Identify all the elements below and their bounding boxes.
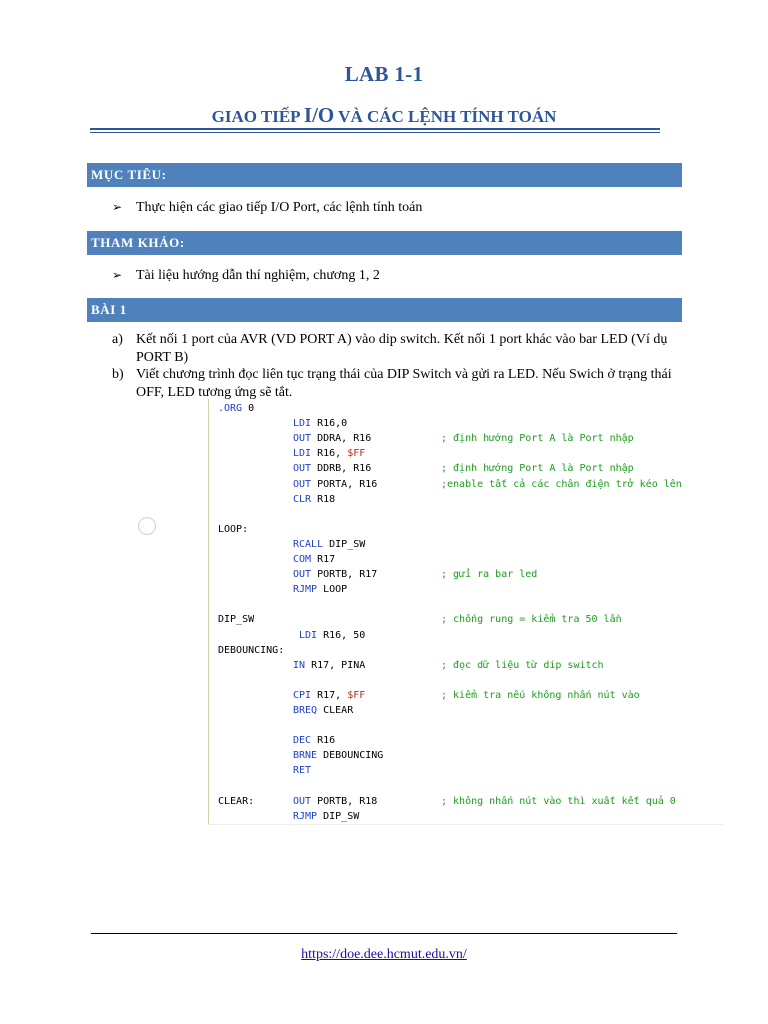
code-keyword: COM — [293, 554, 312, 565]
code-operands: PORTB, R18 — [311, 795, 378, 807]
code-keyword: OUT — [293, 433, 312, 445]
subtitle-io: I/O — [303, 103, 335, 127]
code-instruction — [293, 688, 365, 703]
code-line — [209, 733, 723, 748]
code-listing — [208, 399, 723, 825]
code-keyword: .ORG — [218, 403, 243, 414]
code-instruction — [293, 416, 347, 431]
code-instruction — [218, 401, 254, 416]
code-line — [209, 703, 723, 718]
arrow-bullet-icon: ➢ — [112, 268, 123, 282]
code-line — [209, 628, 723, 643]
code-line — [209, 779, 723, 794]
code-instruction — [293, 492, 335, 507]
code-keyword: CPI — [293, 689, 312, 701]
title-divider-thick — [90, 128, 660, 130]
code-instruction — [293, 552, 335, 567]
code-line — [209, 537, 723, 552]
code-line — [209, 597, 723, 612]
code-instruction — [293, 431, 371, 446]
code-instruction — [293, 567, 377, 582]
footer-link[interactable]: https://doe.dee.hcmut.edu.vn/ — [301, 947, 467, 962]
code-label: LOOP: — [218, 523, 249, 535]
code-label: DEBOUNCING: — [218, 644, 285, 656]
code-operands: 0 — [242, 403, 255, 414]
code-operands: DDRA, R16 — [311, 433, 372, 445]
code-hex-literal: $FF — [347, 689, 366, 701]
code-instruction — [293, 446, 365, 461]
lab-title: LAB 1-1 — [344, 62, 424, 86]
exercise-item-text: Viết chương trình đọc liên tục trạng thái của DIP Switch và gửi ra LED. Nếu Swich ở trạng thái OFF, LED tương ứng sẽ tắt. — [136, 367, 672, 400]
reference-bullet-text: Tài liệu hướng dẫn thí nghiệm, chương 1, 2 — [136, 268, 380, 283]
code-instruction — [293, 809, 359, 824]
code-operands: DIP_SW — [323, 538, 366, 550]
exercise-item-label: a) — [112, 332, 123, 347]
code-keyword: RCALL — [293, 538, 324, 550]
code-line — [209, 748, 723, 763]
objective-bullet — [112, 200, 422, 216]
code-comment: ; định hướng Port A là Port nhập — [441, 433, 634, 445]
exercise-list — [112, 331, 682, 401]
code-instruction — [293, 748, 383, 763]
code-keyword: RJMP — [293, 810, 318, 822]
subtitle-part2: VÀ CÁC LỆNH TÍNH TOÁN — [334, 107, 557, 126]
code-operands: DIP_SW — [317, 810, 360, 822]
code-keyword: OUT — [293, 478, 312, 490]
code-line — [209, 522, 723, 537]
code-keyword: DEC — [293, 735, 312, 747]
code-line — [209, 401, 723, 416]
exercise-item-label: b) — [112, 367, 124, 382]
title-divider-thin — [90, 132, 660, 133]
page-subtitle — [0, 103, 768, 128]
code-operands: PORTB, R17 — [311, 569, 378, 581]
code-keyword: LDI — [293, 448, 312, 460]
code-line — [209, 718, 723, 733]
code-operands: R16, — [311, 448, 348, 460]
code-line — [209, 416, 723, 431]
code-operands: LOOP — [317, 584, 348, 596]
code-comment: ;enable tất cả các chân điện trở kéo lên — [441, 478, 682, 490]
code-line — [209, 477, 723, 492]
section-heading-objective: MỤC TIÊU: — [87, 163, 682, 187]
code-keyword: CLR — [293, 493, 312, 505]
code-label: DIP_SW — [218, 614, 255, 626]
code-comment: ; không nhấn nút vào thì xuất kết quả 0 — [441, 795, 676, 807]
code-instruction — [293, 461, 371, 476]
code-instruction — [293, 537, 365, 552]
code-line — [209, 763, 723, 778]
code-operands: R18 — [311, 493, 336, 505]
code-line — [209, 809, 723, 824]
code-instruction — [293, 703, 353, 718]
reference-bullet — [112, 268, 380, 284]
code-instruction — [293, 477, 377, 492]
code-line — [209, 431, 723, 446]
code-comment: ; kiểm tra nếu không nhấn nút vào — [441, 689, 640, 701]
arrow-bullet-icon: ➢ — [112, 200, 123, 214]
code-operands: R16 — [311, 735, 336, 747]
code-operands: CLEAR — [317, 705, 354, 716]
code-line — [209, 643, 723, 658]
subtitle-part1: GIAO TIẾP — [211, 107, 304, 126]
code-operands: DDRB, R16 — [311, 463, 372, 475]
code-keyword: LDI — [293, 418, 312, 430]
code-keyword: RET — [293, 765, 312, 777]
code-keyword: OUT — [293, 795, 312, 807]
code-operands: R16,0 — [311, 418, 348, 430]
code-keyword: OUT — [293, 569, 312, 581]
code-label: CLEAR: — [218, 795, 255, 807]
exercise-item — [112, 366, 682, 401]
code-line — [209, 673, 723, 688]
code-keyword: OUT — [293, 463, 312, 475]
code-line — [209, 567, 723, 582]
code-line — [209, 507, 723, 522]
code-keyword: LDI — [293, 629, 318, 641]
exercise-item — [112, 331, 682, 366]
code-line — [209, 582, 723, 597]
code-keyword: BRNE — [293, 750, 318, 762]
code-line — [209, 688, 723, 703]
code-line — [209, 794, 723, 809]
code-operands: PORTA, R16 — [311, 478, 378, 490]
code-operands: R17, PINA — [305, 659, 366, 671]
code-keyword: RJMP — [293, 584, 318, 596]
code-line — [209, 612, 723, 627]
code-line — [209, 658, 723, 673]
code-operands: R17 — [311, 554, 336, 565]
code-comment: ; chống rung = kiểm tra 50 lần — [441, 614, 622, 626]
code-line — [209, 461, 723, 476]
exercise-item-text: Kết nối 1 port của AVR (VD PORT A) vào dip switch. Kết nối 1 port khác vào bar LED (Ví dụ PORT B) — [136, 332, 668, 365]
code-operands: R17, — [311, 689, 348, 701]
objective-bullet-text: Thực hiện các giao tiếp I/O Port, các lệnh tính toán — [136, 200, 423, 215]
footer-divider — [91, 933, 677, 934]
code-operands: R16, 50 — [317, 629, 366, 641]
code-instruction — [293, 733, 335, 748]
code-operands: DEBOUNCING — [317, 750, 384, 762]
code-instruction — [293, 628, 365, 643]
code-hex-literal: $FF — [347, 448, 366, 460]
code-instruction — [293, 582, 347, 597]
code-comment: ; định hướng Port A là Port nhập — [441, 463, 634, 475]
section-heading-reference: THAM KHẢO: — [87, 231, 682, 255]
anchor-circle-mark — [138, 517, 156, 535]
code-line — [209, 446, 723, 461]
code-keyword: IN — [293, 659, 306, 671]
code-instruction — [293, 658, 365, 673]
code-instruction — [293, 794, 377, 809]
code-keyword: BREQ — [293, 705, 318, 716]
code-instruction — [293, 763, 311, 778]
section-heading-exercise: BÀI 1 — [87, 298, 682, 322]
code-line — [209, 492, 723, 507]
code-comment: ; gửi ra bar led — [441, 569, 538, 581]
code-line — [209, 552, 723, 567]
code-comment: ; đọc dữ liệu từ dip switch — [441, 659, 604, 671]
